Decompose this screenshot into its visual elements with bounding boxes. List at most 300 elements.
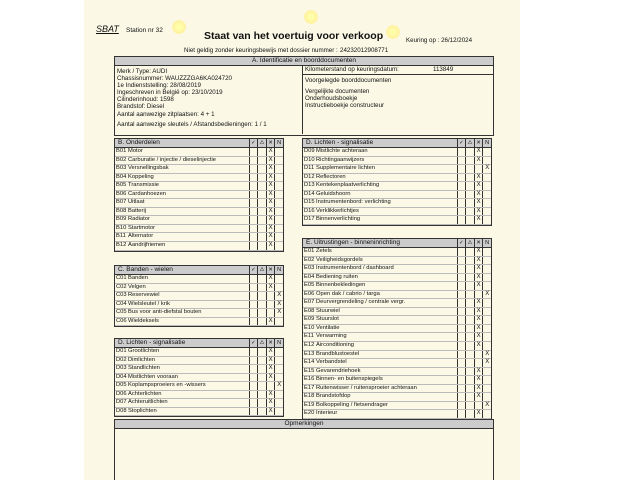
checklist-row — [115, 174, 283, 183]
status-cell — [482, 368, 491, 376]
checklist-row — [303, 248, 491, 257]
section-d2-rows — [303, 148, 491, 225]
checklist-row — [303, 174, 491, 183]
status-cells — [457, 410, 491, 418]
status-cell — [465, 333, 474, 341]
status-cell — [482, 325, 491, 333]
status-cell — [274, 174, 283, 182]
status-cell — [482, 316, 491, 324]
item-code: E12 — [304, 342, 315, 349]
status-cells — [457, 308, 491, 316]
status-cell — [457, 376, 466, 384]
check-mark: X — [474, 248, 483, 256]
checklist-row — [115, 408, 283, 417]
not-applicable-icon: N — [482, 239, 491, 247]
status-cells — [249, 348, 283, 356]
section-e-header — [303, 239, 491, 248]
status-cell — [257, 357, 266, 365]
item-code: E14 — [304, 359, 315, 366]
checklist-row — [303, 325, 491, 334]
checklist-row — [115, 301, 283, 310]
status-cell — [274, 208, 283, 216]
checklist-row — [303, 410, 491, 419]
ok-icon: ✓ — [249, 339, 258, 347]
status-cell — [257, 301, 266, 309]
section-a-right — [303, 66, 493, 134]
stamp-mark — [172, 20, 186, 34]
status-cell — [457, 174, 466, 182]
status-cell — [482, 299, 491, 307]
status-cells — [457, 257, 491, 265]
status-cell — [249, 182, 258, 190]
status-cells — [457, 342, 491, 350]
status-cell — [482, 248, 491, 256]
status-cell — [257, 174, 266, 182]
checklist-row — [115, 199, 283, 208]
item-code: D12 — [304, 173, 315, 180]
status-cell — [257, 382, 266, 390]
status-cell — [257, 208, 266, 216]
status-cell — [274, 191, 283, 199]
status-cell — [457, 342, 466, 350]
item-code: E10 — [304, 324, 315, 331]
status-cell — [249, 225, 258, 233]
status-cell — [274, 165, 283, 173]
status-cell — [474, 165, 483, 173]
status-cell — [457, 157, 466, 165]
status-cells — [249, 148, 283, 156]
status-cells — [457, 402, 491, 410]
check-mark: X — [266, 399, 275, 407]
item-code: B07 — [116, 199, 127, 206]
section-a-left — [115, 66, 303, 134]
status-cells — [249, 391, 283, 399]
checklist-row — [115, 208, 283, 217]
item-label: Reflectoren — [316, 173, 346, 180]
status-cell — [257, 309, 266, 317]
status-cell — [257, 391, 266, 399]
item-code: D08 — [116, 407, 127, 414]
not-applicable-icon: N — [274, 139, 283, 147]
status-cell — [257, 191, 266, 199]
checklist-row — [303, 351, 491, 360]
status-cell — [465, 376, 474, 384]
status-cell — [274, 348, 283, 356]
warning-icon: ⚠ — [257, 339, 266, 347]
status-cell — [457, 148, 466, 156]
item-code: D03 — [116, 365, 127, 372]
item-label: Grootlichten — [128, 348, 160, 354]
item-code: D04 — [116, 373, 127, 380]
item-label: Verbandstel — [316, 359, 347, 366]
check-mark: X — [266, 233, 275, 241]
cylinder-capacity: Cilinderinhoud: 1598 — [117, 96, 174, 103]
item-code: B06 — [116, 190, 127, 197]
check-mark: X — [274, 382, 283, 390]
status-cell — [465, 351, 474, 359]
status-cell — [457, 216, 466, 224]
status-cell — [257, 165, 266, 173]
status-cell — [457, 182, 466, 190]
check-mark: X — [474, 282, 483, 290]
item-label: Dimlichten — [128, 356, 156, 363]
status-cells — [249, 157, 283, 165]
item-label: Standlichten — [128, 365, 160, 372]
item-label: Brandblustoestel — [316, 350, 360, 357]
status-cell — [249, 399, 258, 407]
checklist-row — [303, 191, 491, 200]
status-cell — [465, 291, 474, 299]
status-cell — [257, 242, 266, 250]
check-mark: X — [474, 148, 483, 156]
item-code: D15 — [304, 199, 315, 206]
status-cell — [274, 357, 283, 365]
status-cells — [457, 182, 491, 190]
status-cell — [457, 410, 466, 418]
status-cell — [249, 191, 258, 199]
column-icons — [249, 139, 283, 147]
status-cells — [249, 174, 283, 182]
check-mark: X — [474, 216, 483, 224]
item-label: Transmissie — [128, 182, 160, 189]
chassis-number: Chassisnummer: WAUZZZGA6KA024720 — [117, 75, 232, 82]
item-label: Versnellingsbak — [128, 165, 169, 172]
item-label: Banden — [128, 275, 148, 281]
check-mark: X — [266, 165, 275, 173]
item-label: Batterij — [128, 207, 147, 214]
status-cell — [457, 351, 466, 359]
status-cell — [465, 316, 474, 324]
status-cell — [457, 385, 466, 393]
item-label: Instrumentenbord: verlichting — [316, 199, 391, 206]
owner-manual: Instructieboekje constructeur — [305, 102, 385, 109]
check-mark: X — [474, 199, 483, 207]
checklist-row — [303, 393, 491, 402]
checklist-row — [303, 265, 491, 274]
section-components — [114, 138, 284, 252]
item-label: Binnenbekledingen — [316, 282, 366, 289]
item-label: Aandrijfriemen — [128, 242, 166, 249]
status-cell — [465, 208, 474, 216]
item-label: Open dak / cabrio / targa — [316, 290, 380, 297]
check-mark: X — [274, 292, 283, 300]
item-code: E02 — [304, 256, 315, 263]
checklist-row — [115, 233, 283, 242]
status-cell — [474, 291, 483, 299]
section-e-title: E. Uitrustingen - binneninrichting — [306, 239, 400, 246]
status-cells — [249, 216, 283, 224]
status-cell — [457, 265, 466, 273]
item-label: Wieldeksels — [128, 317, 159, 324]
item-code: E15 — [304, 367, 315, 374]
check-mark: X — [274, 309, 283, 317]
status-cells — [457, 359, 491, 367]
status-cell — [249, 348, 258, 356]
checklist-row — [115, 382, 283, 391]
section-lights-2 — [302, 138, 492, 226]
status-cell — [465, 182, 474, 190]
checklist-row — [303, 376, 491, 385]
ok-icon: ✓ — [457, 139, 466, 147]
status-cell — [274, 157, 283, 165]
check-mark: X — [266, 284, 275, 292]
station-number: Station nr 32 — [126, 27, 163, 34]
mileage-value: 113849 — [433, 66, 454, 73]
check-mark: X — [474, 182, 483, 190]
status-cell — [257, 318, 266, 326]
status-cell — [457, 316, 466, 324]
status-cells — [457, 157, 491, 165]
item-code: E08 — [304, 307, 315, 314]
checklist-row — [303, 208, 491, 217]
check-mark: X — [474, 157, 483, 165]
status-cell — [465, 342, 474, 350]
item-code: E16 — [304, 376, 315, 383]
status-cell — [465, 325, 474, 333]
status-cell — [249, 301, 258, 309]
ok-icon: ✓ — [249, 139, 258, 147]
check-mark: X — [474, 368, 483, 376]
status-cell — [465, 199, 474, 207]
item-label: Verklikkerlichtjes — [316, 207, 359, 214]
check-mark: X — [266, 348, 275, 356]
status-cell — [465, 393, 474, 401]
dossier-number: 24232012908771 — [340, 47, 389, 54]
item-label: Motor — [128, 148, 143, 154]
status-cell — [249, 408, 258, 416]
mileage-label: Kilometerstand op keuringsdatum: — [305, 66, 399, 73]
item-code: E06 — [304, 290, 315, 297]
checklist-row — [303, 216, 491, 225]
item-label: Binnenverlichting — [316, 216, 361, 223]
status-cell — [249, 357, 258, 365]
status-cell — [474, 351, 483, 359]
status-cells — [249, 199, 283, 207]
status-cells — [249, 382, 283, 390]
status-cell — [482, 282, 491, 290]
item-label: Alternator — [128, 233, 154, 240]
item-code: D06 — [116, 390, 127, 397]
status-cell — [274, 199, 283, 207]
checklist-row — [303, 165, 491, 174]
status-cell — [457, 325, 466, 333]
item-code: E17 — [304, 384, 315, 391]
checklist-row — [115, 309, 283, 318]
check-mark: X — [474, 265, 483, 273]
status-cell — [249, 148, 258, 156]
item-code: D13 — [304, 182, 315, 189]
item-code: B01 — [116, 148, 127, 154]
checklist-row — [303, 385, 491, 394]
item-label: Interieur — [316, 410, 338, 417]
status-cell — [465, 157, 474, 165]
status-cells — [457, 265, 491, 273]
item-code: B03 — [116, 165, 127, 172]
check-mark: X — [266, 208, 275, 216]
mileage-row — [303, 66, 493, 75]
status-cell — [457, 308, 466, 316]
status-cells — [457, 316, 491, 324]
status-cells — [249, 301, 283, 309]
status-cell — [482, 376, 491, 384]
status-cell — [257, 216, 266, 224]
checklist-row — [303, 157, 491, 166]
item-code: C05 — [116, 309, 127, 316]
checklist-row — [115, 242, 283, 251]
checklist-row — [115, 318, 283, 327]
item-code: E18 — [304, 393, 315, 400]
status-cells — [249, 242, 283, 250]
item-code: C01 — [116, 275, 127, 281]
status-cell — [249, 157, 258, 165]
first-registration: 1e Indienststelling: 28/08/2019 — [117, 82, 201, 89]
item-code: E03 — [304, 265, 315, 272]
item-label: Cardanhoezen — [128, 190, 167, 197]
status-cell — [257, 408, 266, 416]
item-label: Richtingaanwijzers — [316, 156, 365, 163]
status-cell — [257, 233, 266, 241]
status-cells — [457, 216, 491, 224]
check-mark: X — [474, 299, 483, 307]
status-cells — [249, 399, 283, 407]
item-label: Supplementaire lichten — [316, 165, 375, 172]
check-mark: X — [266, 174, 275, 182]
checklist-row — [303, 316, 491, 325]
checklist-row — [303, 257, 491, 266]
checklist-row — [115, 348, 283, 357]
item-label: Startmotor — [128, 224, 156, 231]
status-cell — [274, 233, 283, 241]
item-code: E20 — [304, 410, 315, 417]
check-mark: X — [474, 333, 483, 341]
section-b-rows — [115, 148, 283, 251]
section-c-rows — [115, 275, 283, 326]
item-code: D10 — [304, 156, 315, 163]
check-mark: X — [474, 208, 483, 216]
item-code: D05 — [116, 382, 127, 389]
item-label: Achteruitlichten — [128, 399, 168, 406]
checklist-row — [115, 284, 283, 293]
status-cell — [274, 275, 283, 283]
status-cells — [457, 376, 491, 384]
status-cells — [457, 368, 491, 376]
status-cell — [474, 402, 483, 410]
column-icons — [457, 139, 491, 147]
check-mark: X — [274, 301, 283, 309]
checklist-row — [303, 342, 491, 351]
sbat-logo: SBAT — [96, 24, 119, 34]
section-identification — [114, 56, 494, 136]
status-cells — [457, 351, 491, 359]
item-code: B05 — [116, 182, 127, 189]
status-cell — [465, 282, 474, 290]
checklist-row — [115, 275, 283, 284]
status-cell — [482, 174, 491, 182]
status-cells — [249, 408, 283, 416]
checklist-row — [115, 292, 283, 301]
item-code: C03 — [116, 292, 127, 299]
status-cells — [249, 191, 283, 199]
item-code: D17 — [304, 216, 315, 223]
checklist-row — [115, 225, 283, 234]
item-code: D16 — [304, 207, 315, 214]
item-label: Kentekenplaatverlichting — [316, 182, 380, 189]
status-cells — [249, 275, 283, 283]
section-b-title: B. Onderdelen — [118, 139, 160, 146]
item-code: E19 — [304, 401, 315, 408]
checklist-row — [115, 216, 283, 225]
section-d1-header — [115, 339, 283, 348]
status-cells — [249, 318, 283, 326]
status-cell — [266, 292, 275, 300]
check-mark: X — [482, 359, 491, 367]
section-tires-wheels — [114, 265, 284, 327]
status-cell — [257, 374, 266, 382]
status-cell — [257, 182, 266, 190]
section-e-rows — [303, 248, 491, 419]
status-cell — [457, 368, 466, 376]
section-d2-header — [303, 139, 491, 148]
status-cells — [457, 325, 491, 333]
status-cell — [457, 282, 466, 290]
status-cell — [482, 265, 491, 273]
status-cell — [249, 284, 258, 292]
status-cell — [465, 248, 474, 256]
status-cells — [457, 385, 491, 393]
defect-icon: ✕ — [474, 139, 483, 147]
status-cell — [249, 199, 258, 207]
check-mark: X — [266, 216, 275, 224]
status-cell — [257, 157, 266, 165]
status-cell — [482, 191, 491, 199]
item-label: Stuurslot — [316, 316, 339, 323]
section-a-title: A. Identificatie en boorddocumenten — [115, 57, 493, 66]
check-mark: X — [474, 342, 483, 350]
status-cell — [482, 308, 491, 316]
status-cells — [249, 182, 283, 190]
stamp-mark — [304, 10, 318, 24]
status-cell — [482, 199, 491, 207]
ok-icon: ✓ — [249, 266, 258, 274]
checklist-row — [303, 333, 491, 342]
check-mark: X — [474, 308, 483, 316]
status-cell — [257, 348, 266, 356]
item-label: Carburatie / injectie / dieselinjectie — [128, 156, 216, 163]
item-code: D01 — [116, 348, 127, 354]
status-cell — [482, 148, 491, 156]
item-code: E05 — [304, 282, 315, 289]
document-title: Staat van het voertuig voor verkoop — [204, 30, 384, 42]
defect-icon: ✕ — [474, 239, 483, 247]
item-label: Ruitenwisser / ruitensproeier achteraan — [316, 384, 417, 391]
check-mark: X — [474, 316, 483, 324]
item-label: Velgen — [128, 283, 146, 290]
item-label: Ventilatie — [316, 324, 340, 331]
status-cell — [465, 359, 474, 367]
checklist-row — [303, 359, 491, 368]
item-label: Reservewiel — [128, 292, 160, 299]
status-cell — [274, 242, 283, 250]
status-cell — [274, 225, 283, 233]
item-label: Mistlichten vooraan — [128, 373, 178, 380]
status-cells — [457, 282, 491, 290]
brand-type: Merk / Type: AUDI — [117, 68, 168, 75]
item-label: Stuurwiel — [316, 307, 340, 314]
status-cell — [249, 174, 258, 182]
status-cells — [249, 225, 283, 233]
status-cells — [457, 174, 491, 182]
status-cells — [457, 199, 491, 207]
